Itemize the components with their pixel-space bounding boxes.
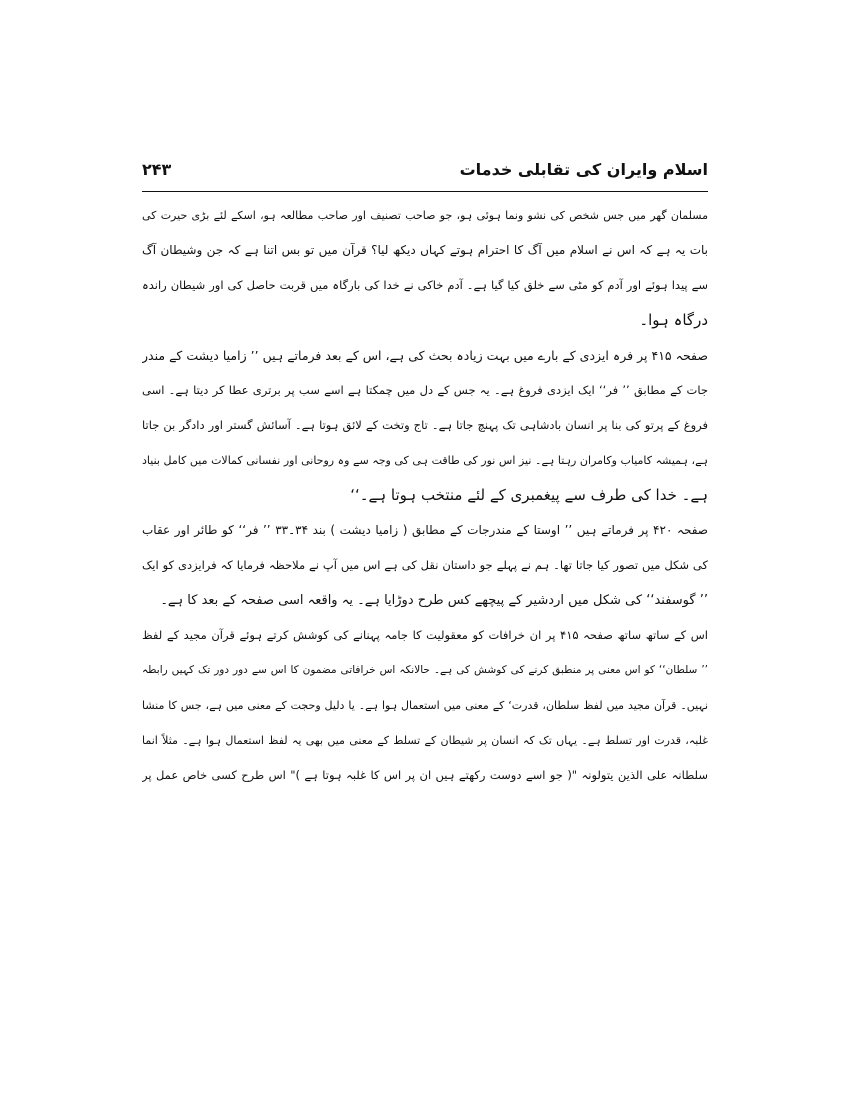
text-line: فروغ کے پرتو کی بنا پر انسان بادشاہی تک پہنچ جاتا ہے۔ تاج وتخت کے لائق ہوتا ہے۔ آسائش گستر اور دادگر بن جاتا	[142, 418, 708, 432]
text-line: نہیں۔ قرآن مجید میں لفظ سلطان، قدرت‘ کے معنی میں استعمال ہوا ہے۔ یا دلیل وحجت کے معنی میں ہے، جس کا منشا	[142, 699, 708, 712]
text-line: صفحہ ۴۲۰ پر فرماتے ہیں ’’ اوستا کے مندرجات کے مطابق ( زامیا دیشت ) بند ۳۴۔۳۳ ’’ فر‘‘ کو طائر اور عقاب	[142, 523, 708, 537]
text-line: صفحہ ۴۱۵ پر فرہ ایزدی کے بارے میں بہت زیادہ بحث کی ہے، اس کے بعد فرماتے ہیں ’’ زامیا دیشت کے مندر	[142, 348, 708, 363]
text-line: سلطانہ علی الذین یتولونہ "( جو اسے دوست رکھتے ہیں ان پر اس کا غلبہ ہوتا ہے )" اس طرح کسی خاص عمل پر	[142, 768, 708, 782]
text-line: کی شکل میں تصور کیا جاتا تھا۔ ہم نے پہلے جو داستان نقل کی ہے اس میں آپ نے ملاحظہ فرمایا کہ فرایزدی کو ایک	[142, 558, 708, 572]
body-text	[142, 198, 708, 793]
text-line: اس کے ساتھ ساتھ صفحہ ۴۱۵ پر ان خرافات کو معقولیت کا جامہ پہنانے کی کوشش کرتے ہوئے قرآن مجید کے لفظ	[142, 628, 708, 642]
running-title: اسلام وایران کی تقابلی خدمات	[459, 160, 708, 179]
page-header	[142, 160, 708, 186]
text-line: ’’ سلطان‘‘ کو اس معنی پر منطبق کرنے کی کوشش کی ہے۔ حالانکہ اس خرافاتی مضمون کا اس سے دور دور تک کہیں رابطہ	[142, 664, 708, 676]
text-line: درگاہ ہوا۔	[639, 311, 708, 329]
text-line: سے پیدا ہوئے اور آدم کو مٹی سے خلق کیا گیا ہے۔ آدم خاکی نے خدا کی بارگاہ میں قربت حاصل کی اور شیطان راندہ	[142, 278, 708, 292]
text-line: ہے۔ خدا کی طرف سے پیغمبری کے لئے منتخب ہوتا ہے۔‘‘	[350, 486, 708, 504]
text-line: مسلمان گھر میں جس شخص کی نشو ونما ہوئی ہو، جو صاحب تصنیف اور صاحب مطالعہ ہو، اسکے لئے بڑی حیرت کی	[142, 209, 708, 222]
header-divider	[142, 191, 708, 192]
text-line: جات کے مطابق ’’ فر‘‘ ایک ایزدی فروغ ہے۔ یہ جس کے دل میں چمکتا ہے اسے سب پر برتری عطا کر دیتا ہے۔ اسی	[142, 383, 708, 397]
text-line: ’’ گوسفند‘‘ کی شکل میں اردشیر کے پیچھے کس طرح دوڑایا ہے۔ یہ واقعہ اسی صفحہ کے بعد کا ہے۔	[160, 593, 708, 608]
text-line: غلبہ، قدرت اور تسلط ہے۔ یہاں تک کہ انسان پر شیطان کے تسلط کے معنی میں بھی یہ لفظ استعمال ہوا ہے۔ مثلاً انما	[142, 734, 708, 747]
text-line: ہے، ہمیشہ کامیاب وکامران رہتا ہے۔ نیز اس نور کی طاقت ہی کی وجہ سے وہ روحانی اور نفسانی کمالات میں کامل بنیاد	[142, 454, 708, 467]
text-line: بات یہ ہے کہ اس نے اسلام میں آگ کا احترام ہوتے کہاں دیکھ لیا؟ قرآن میں تو بس اتنا ہے کہ جن وشیطان آگ	[142, 243, 708, 257]
page-number: ۲۴۳	[142, 160, 172, 179]
